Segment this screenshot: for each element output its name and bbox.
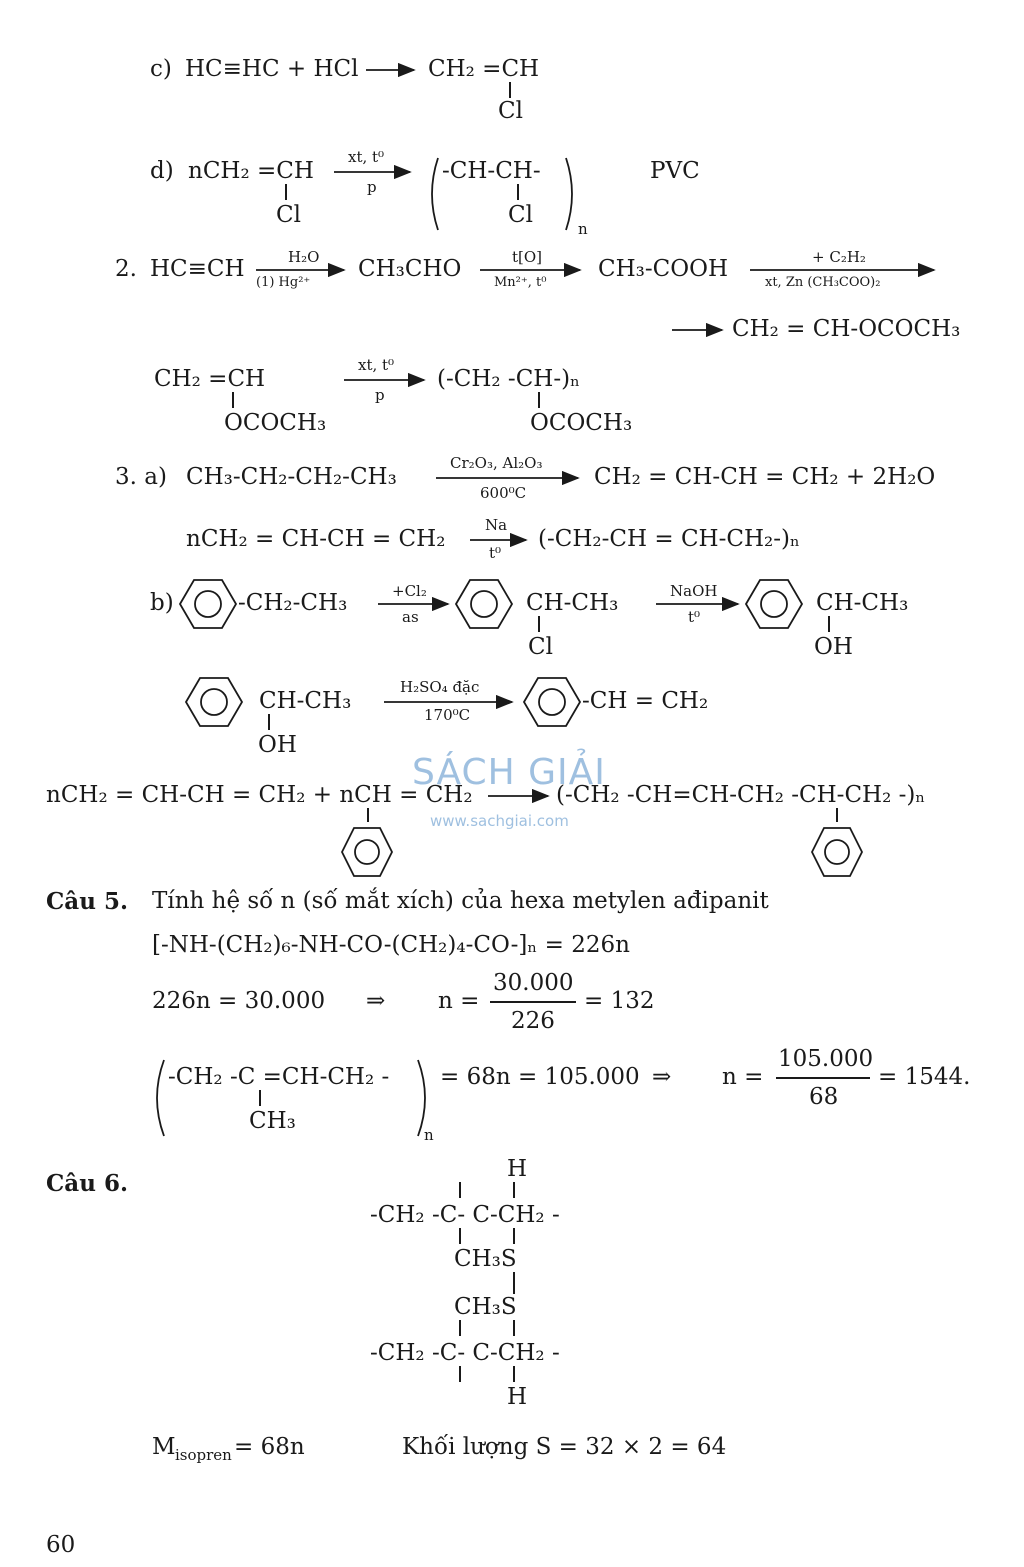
cau5-frac-num: 30.000 (493, 970, 574, 996)
cau6-ch3s2: CH₃S (454, 1294, 517, 1320)
eq-3b-c3-top: H₂SO₄ đặc (400, 678, 480, 696)
eq-3b-r2: CH-CH₃ (259, 688, 352, 714)
eq-3a-poly-rhs: (-CH₂-CH = CH-CH₂-)ₙ (538, 526, 800, 552)
cau6-mass-text: Khối lượng S = 32 × 2 = 64 (402, 1434, 727, 1460)
eq-d-name: PVC (650, 158, 700, 184)
eq-3b-c3-bot: 170⁰C (424, 706, 471, 724)
eq-d-label: d) (150, 158, 174, 184)
eq-2-poly-lhs-sub: OCOCH₃ (224, 410, 327, 436)
cau5-formula: [-NH-(CH₂)₆-NH-CO-(CH₂)₄-CO-]ₙ = 226n (152, 932, 630, 958)
eq-3b-c2-bot: t⁰ (688, 608, 701, 626)
eq-3b-c1-bot: as (402, 608, 419, 626)
eq-3a-rhs: CH₂ = CH-CH = CH₂ + 2H₂O (594, 464, 936, 490)
eq-2-r1: HC≡CH (150, 256, 245, 282)
right-bracket (418, 1060, 425, 1136)
cau5-iso-sub: CH₃ (249, 1108, 296, 1134)
benzene-ring (456, 580, 512, 628)
eq-2-poly-cond-top: xt, t⁰ (358, 356, 395, 374)
page-number: 60 (46, 1532, 76, 1558)
eq-d-product-sub: Cl (508, 202, 533, 228)
benzene-ring (186, 678, 242, 726)
benzene-ring (746, 580, 802, 628)
cau6-h-bot: H (507, 1384, 528, 1410)
eq-d-cond-top: xt, t⁰ (348, 148, 385, 166)
eq-2-poly-rhs-sub: OCOCH₃ (530, 410, 633, 436)
left-bracket (157, 1060, 164, 1136)
watermark-url: www.sachgiai.com (430, 812, 569, 830)
cau5-result2: = 1544. (878, 1064, 971, 1090)
eq-c-lhs: HC≡HC + HCl (185, 56, 359, 82)
benzene-ring (342, 828, 392, 876)
cau5-result: = 132 (584, 988, 655, 1014)
eq-3b-r1: -CH₂-CH₃ (238, 590, 348, 616)
eq-3b-p1: CH-CH₃ (526, 590, 619, 616)
eq-d-lhs-sub: Cl (276, 202, 301, 228)
eq-3b-r2-sub: OH (258, 732, 297, 758)
cau6-m-label: M (152, 1434, 176, 1460)
eq-2-poly-cond-bot: p (375, 386, 385, 404)
eq-3b-p3: -CH = CH₂ (582, 688, 709, 714)
right-bracket (566, 158, 572, 230)
benzene-ring (180, 580, 236, 628)
cau6-row2: -CH₂ -C- C-CH₂ - (370, 1340, 560, 1366)
eq-3a-cond-top: Cr₂O₃, Al₂O₃ (450, 454, 543, 472)
eq-3a-label: 3. a) (115, 464, 167, 490)
eq-3a-poly-lhs: nCH₂ = CH-CH = CH₂ (186, 526, 446, 552)
eq-2-poly-lhs: CH₂ =CH (154, 366, 266, 392)
cau5-frac-den: 226 (511, 1008, 555, 1034)
eq-2-p1: CH₃CHO (358, 256, 462, 282)
eq-copoly-rhs: (-CH₂ -CH=CH-CH₂ -CH-CH₂ -)ₙ (556, 782, 926, 808)
eq-2-p3: CH₂ = CH-OCOCH₃ (732, 316, 961, 342)
eq-3b-p2-sub: OH (814, 634, 853, 660)
eq-d-product: -CH-CH- (442, 158, 541, 184)
watermark-logo: SÁCH GIẢI (412, 752, 606, 793)
eq-3b-c1-top: +Cl₂ (392, 582, 427, 600)
eq-2-p2: CH₃-COOH (598, 256, 729, 282)
cau5-calc-left: 226n = 30.000 (152, 988, 326, 1014)
eq-d-lhs: nCH₂ =CH (188, 158, 314, 184)
cau6-ch3s1: CH₃S (454, 1246, 517, 1272)
eq-3a-poly-cond-top: Na (485, 516, 508, 534)
eq-3a-lhs: CH₃-CH₂-CH₂-CH₃ (186, 464, 397, 490)
eq-d-cond-bot: p (367, 178, 377, 196)
eq-c-rhs: CH₂ =CH (428, 56, 540, 82)
eq-3b-label: b) (150, 590, 174, 616)
cau5-text: Tính hệ số n (số mắt xích) của hexa metylen ađipanit (152, 888, 769, 914)
cau5-frac2-num: 105.000 (778, 1046, 874, 1072)
eq-copoly-lhs: nCH₂ = CH-CH = CH₂ + nCH = CH₂ (46, 782, 473, 808)
cau6-title: Câu 6. (46, 1170, 128, 1197)
cau6-h-top: H (507, 1156, 528, 1182)
cau5-iso-eq: = 68n = 105.000 (440, 1064, 640, 1090)
cau6-m-eq: = 68n (234, 1434, 305, 1460)
cau5-iso-unit: -CH₂ -C =CH-CH₂ - (168, 1064, 390, 1090)
cau5-implies: ⇒ (366, 988, 386, 1014)
eq-3b-p2: CH-CH₃ (816, 590, 909, 616)
cau6-m-sub: isopren (175, 1446, 232, 1464)
eq-2-label: 2. (115, 256, 137, 282)
eq-d-n: n (578, 220, 588, 238)
eq-2-c3-top: + C₂H₂ (812, 248, 866, 266)
eq-c-label: c) (150, 56, 172, 82)
eq-c-sub: Cl (498, 98, 523, 124)
cau6-row1: -CH₂ -C- C-CH₂ - (370, 1202, 560, 1228)
cau5-frac2-den: 68 (809, 1084, 839, 1110)
eq-3a-poly-cond-bot: t⁰ (489, 544, 502, 562)
eq-3b-p1-sub: Cl (528, 634, 553, 660)
eq-3b-c2-top: NaOH (670, 582, 718, 600)
eq-2-c2-bot: Mn²⁺, t⁰ (494, 275, 547, 290)
cau5-n-eq2: n = (722, 1064, 764, 1090)
benzene-ring (524, 678, 580, 726)
eq-2-c2-top: t[O] (512, 248, 543, 266)
eq-2-poly-rhs: (-CH₂ -CH-)ₙ (437, 366, 581, 392)
cau5-implies2: ⇒ (652, 1064, 672, 1090)
cau5-n-eq: n = (438, 988, 480, 1014)
eq-2-c3-bot: xt, Zn (CH₃COO)₂ (765, 275, 881, 290)
benzene-ring (812, 828, 862, 876)
cau5-title: Câu 5. (46, 888, 128, 915)
cau5-iso-n: n (424, 1126, 434, 1144)
eq-2-c1-top: H₂O (288, 248, 320, 266)
eq-2-c1-bot: (1) Hg²⁺ (256, 275, 311, 290)
eq-3a-cond-bot: 600⁰C (480, 484, 527, 502)
left-bracket (432, 158, 438, 230)
